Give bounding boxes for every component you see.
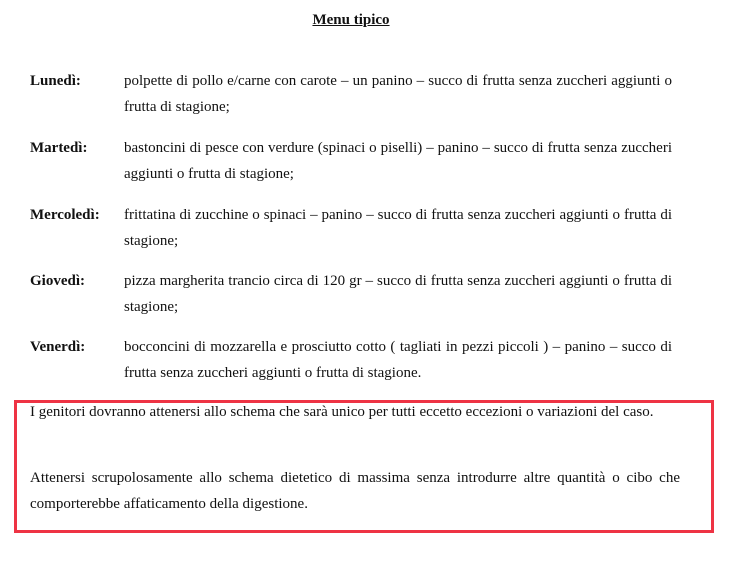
- menu-item-tuesday: [30, 135, 680, 187]
- day-label: Martedì:: [30, 140, 88, 156]
- day-label: Mercoledì:: [30, 207, 100, 223]
- page-title: Menu tipico: [312, 12, 390, 28]
- menu-item-monday: [30, 68, 680, 120]
- menu-item-thursday: [30, 268, 680, 320]
- day-description: polpette di pollo e/carne con carote – un panino – succo di frutta senza zuccheri aggiunti o frutta di stagione;: [124, 73, 672, 115]
- note-diet: Attenersi scrupolosamente allo schema dietetico di massima senza introdurre altre quantità o cibo che comporterebbe affaticamento della digestione.: [30, 470, 680, 512]
- note-parents: I genitori dovranno attenersi allo schema che sarà unico per tutti eccetto eccezioni o variazioni del caso.: [30, 404, 654, 420]
- menu-item-wednesday: [30, 202, 680, 254]
- day-description: frittatina di zucchine o spinaci – panino – succo di frutta senza zuccheri aggiunti o frutta di stagione;: [124, 207, 672, 249]
- day-description: pizza margherita trancio circa di 120 gr – succo di frutta senza zuccheri aggiunti o frutta di stagione;: [124, 273, 672, 315]
- day-description: bocconcini di mozzarella e prosciutto cotto ( tagliati in pezzi piccoli ) – panino – succo di frutta senza zuccheri aggiunti o frutta di stagione.: [124, 339, 672, 381]
- day-label: Lunedì:: [30, 73, 81, 89]
- day-label: Giovedì:: [30, 273, 85, 289]
- day-label: Venerdì:: [30, 339, 86, 355]
- day-description: bastoncini di pesce con verdure (spinaci o piselli) – panino – succo di frutta senza zuccheri aggiunti o frutta di stagione;: [124, 140, 672, 182]
- menu-item-friday: [30, 334, 680, 386]
